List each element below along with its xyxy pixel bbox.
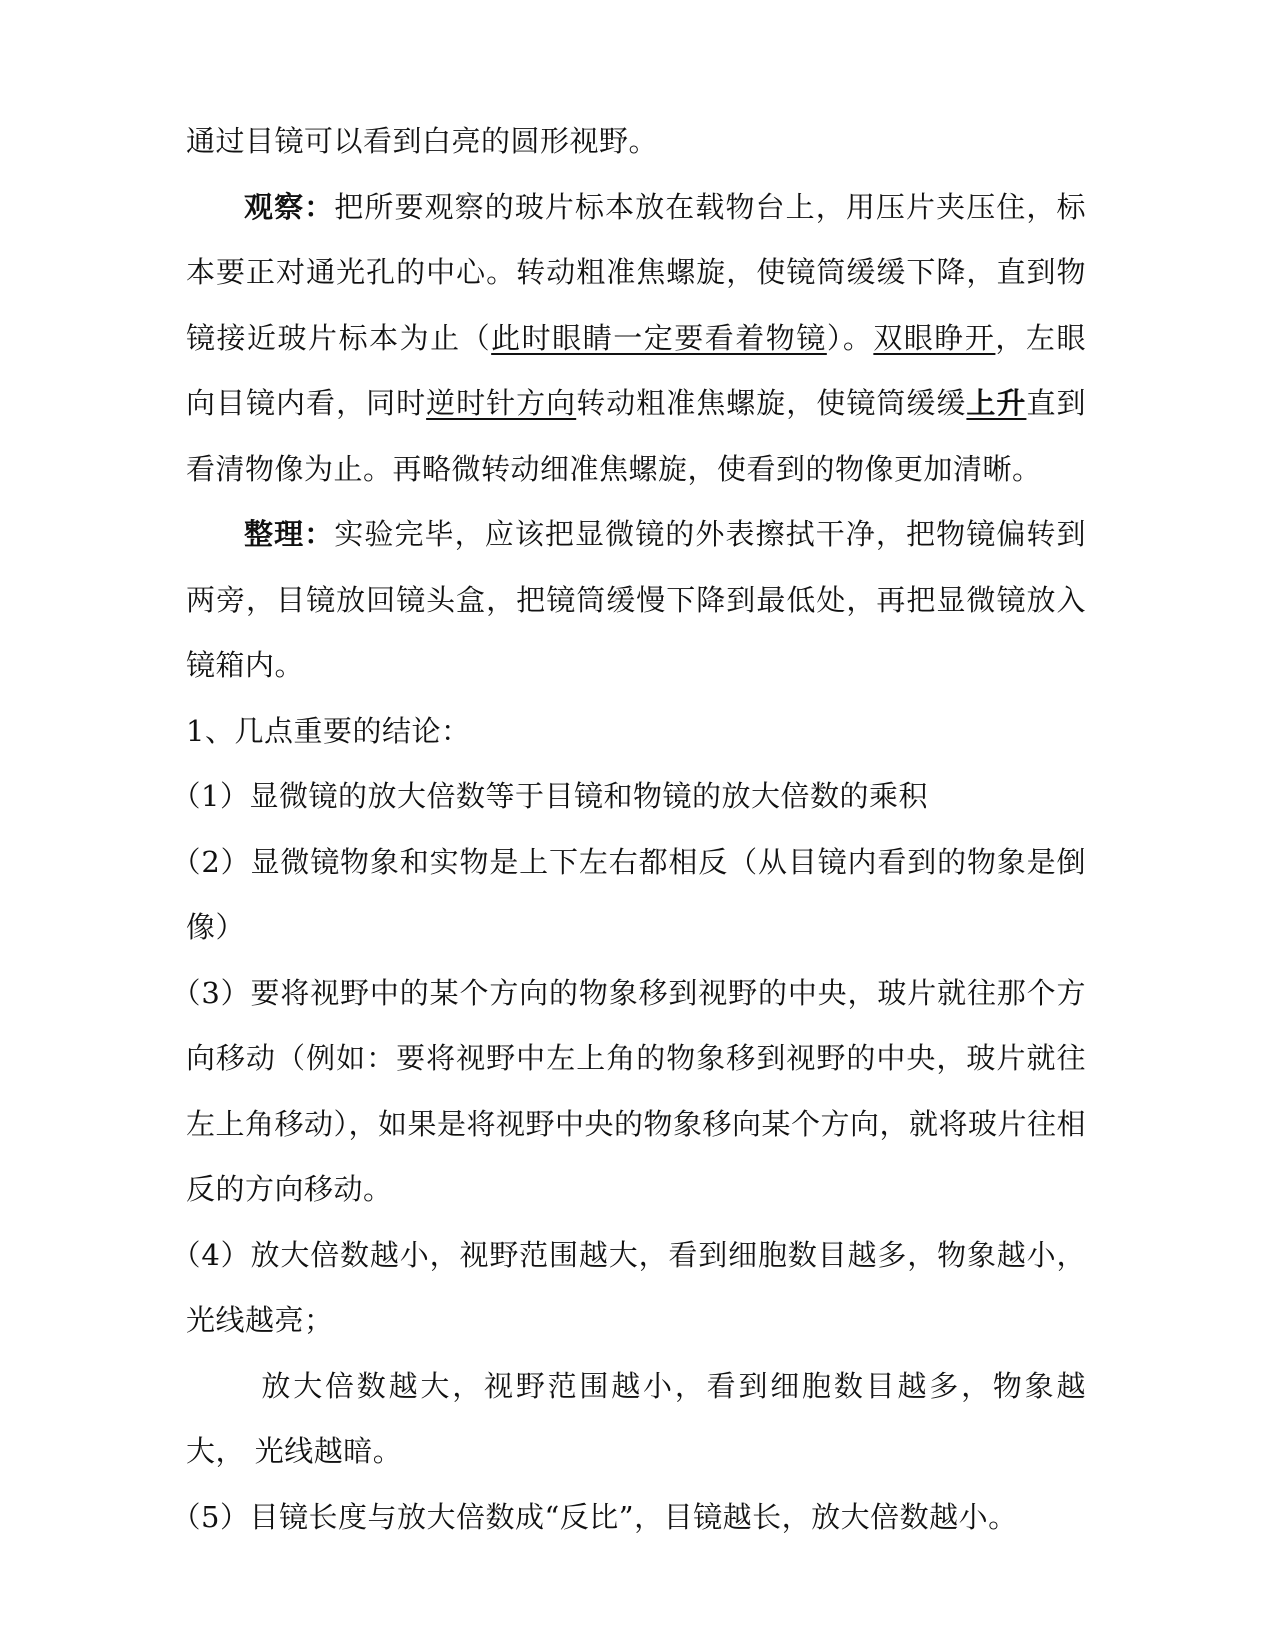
observe-text-4: 转动粗准焦螺旋，使镜筒缓缓 — [576, 386, 967, 420]
paragraph-intro: 通过目镜可以看到白亮的圆形视野。 — [186, 124, 659, 158]
conclusion-2: （2）显微镜物象和实物是上下左右都相反（从目镜内看到的物象是倒像） — [171, 844, 1086, 944]
conclusion-3: （3）要将视野中的某个方向的物象移到视野的中央，玻片就往那个方向移动（例如：要将视野中左上角的物象移到视野的中央，玻片就往左上角移动），如果是将视野中央的物象移向某个方向，就将玻片往相反的方向移动。 — [171, 975, 1087, 1206]
observe-underline-3: 逆时针方向 — [426, 386, 577, 420]
conclusion-4b: 放大倍数越大，视野范围越小，看到细胞数目越多，物象越大， 光线越暗。 — [186, 1368, 1086, 1468]
conclusion-4a: （4）放大倍数越小，视野范围越大，看到细胞数目越多，物象越小， 光线越亮； — [171, 1237, 1086, 1337]
conclusion-1: （1）显微镜的放大倍数等于目镜和物镜的放大倍数的乘积 — [171, 779, 928, 813]
observe-label: 观察： — [244, 189, 335, 224]
observe-underline-4: 上升 — [966, 386, 1027, 420]
observe-underline-1: 此时眼睛一定要看着物镜 — [491, 320, 827, 355]
observe-text-3: ，左眼向目镜内看，同时 — [186, 320, 1086, 420]
tidy-text: 实验完毕，应该把显微镜的外表擦拭干净，把物镜偏转到两旁，目镜放回镜头盒，把镜筒缓慢下降到最低处，再把显微镜放入镜箱内。 — [186, 517, 1086, 682]
paragraph-observe — [186, 175, 1086, 503]
observe-text-2: ）。 — [826, 320, 874, 355]
observe-text-5: 直到看清物像为止。再略微转动细准焦螺旋，使看到的物像更加清晰。 — [186, 386, 1086, 486]
tidy-label: 整理： — [244, 517, 335, 551]
document-page — [171, 109, 1087, 1550]
conclusions-title: 1、几点重要的结论： — [186, 713, 471, 748]
observe-text-1: 把所要观察的玻片标本放在载物台上，用压片夹压住，标本要正对通光孔的中心。转动粗准焦螺旋，使镜筒缓缓下降，直到物镜接近玻片标本为止（ — [186, 189, 1086, 355]
observe-underline-2: 双眼睁开 — [873, 320, 996, 355]
paragraph-tidy — [186, 502, 1086, 699]
conclusion-5: （5）目镜长度与放大倍数成“反比”，目镜越长，放大倍数越小。 — [171, 1499, 1018, 1534]
